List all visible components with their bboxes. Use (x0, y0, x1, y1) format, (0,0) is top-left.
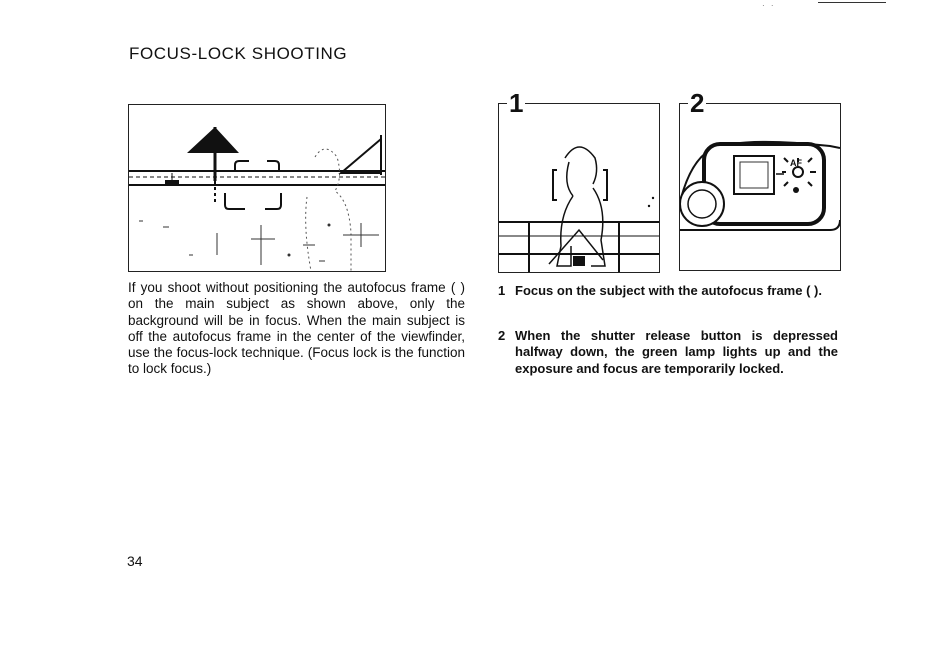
af-lamp-label: AF (790, 158, 802, 168)
step-1-number: 1 (498, 283, 506, 298)
step-1-text: Focus on the subject with the autofocus frame ( ). (515, 283, 822, 298)
step-2-text: When the shutter release button is depressed halfway down, the green lamp lights up and the exposure and focus are temporarily locked. (515, 328, 838, 376)
step-1 (498, 283, 838, 317)
figure-1-label: 1 (509, 88, 524, 118)
umbrella-shape (187, 127, 239, 153)
step2-illustration (679, 103, 841, 271)
page-title: FOCUS-LOCK SHOOTING (129, 44, 348, 63)
step-2 (498, 328, 838, 398)
header-mark: · · (762, 1, 776, 10)
header-rule (818, 2, 886, 3)
viewfinder-illustration (128, 104, 386, 272)
figure-2-label: 2 (690, 88, 705, 118)
intro-paragraph: If you shoot without positioning the autofocus frame ( ) on the main subject as shown above, only the background will be in focus. When the main subject is off the autofocus frame in the center of the viewfinder, use the focus-lock technique. (Focus lock is the function to lock focus.) (128, 280, 465, 377)
step-2-number: 2 (498, 328, 506, 343)
page-number: 34 (127, 553, 143, 569)
step1-illustration (498, 103, 660, 273)
